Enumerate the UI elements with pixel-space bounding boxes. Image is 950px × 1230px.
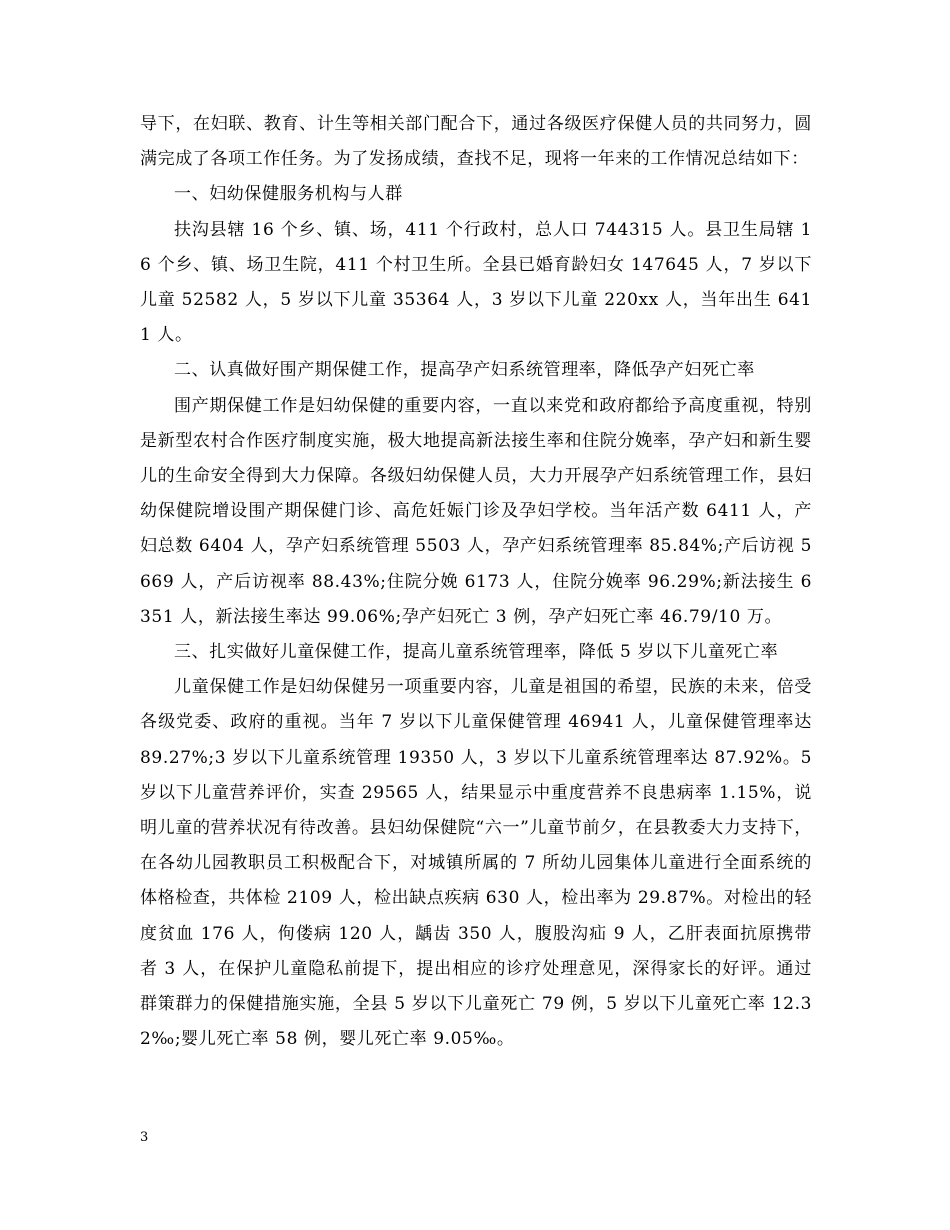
section-heading-2: 二、认真做好围产期保健工作，提高孕产妇系统管理率，降低孕产妇死亡率 bbox=[174, 360, 755, 381]
paragraph-child-care: 儿童保健工作是妇幼保健另一项重要内容，儿童是祖国的希望，民族的未来，倍受各级党委、政府的重视。当年 7 岁以下儿童保健管理 46941 人，儿童保健管理率达 89.27%;3 岁以下儿童系统管理 19350 人，3 岁以下儿童系统管理率达 87.92%。5 岁以下儿童营养评价，实查 29565 人，结果显示中重度营养不良患病率 1.15%，说明儿童的营养状况有待改善。县妇幼保健院“六一”儿童节前夕，在县教委大力支持下，在各幼儿园教职员工积极配合下，对城镇所属的 7 所幼儿园集体儿童进行全面系统的体格检查，共体检 2109 人，检出缺点疾病 630 人，检出率为 29.87%。对检出的轻度贫血 176 人，佝偻病 120 人，龋齿 350 人，腹股沟疝 9 人，乙肝表面抗原携带者 3 人，在保护儿童隐私前提下，提出相应的诊疗处理意见，深得家长的好评。通过群策群力的保健措施实施，全县 5 岁以下儿童死亡 79 例，5 岁以下儿童死亡率 12.32‰;婴儿死亡率 58 例，婴儿死亡率 9.05‰。 bbox=[140, 677, 812, 1050]
page-number: 3 bbox=[140, 1130, 149, 1145]
section-heading-1: 一、妇幼保健服务机构与人群 bbox=[174, 184, 403, 205]
paragraph-intro-continued: 导下，在妇联、教育、计生等相关部门配合下，通过各级医疗保健人员的共同努力，圆满完成了各项工作任务。为了发扬成绩，查找不足，现将一年来的工作情况总结如下： bbox=[140, 114, 812, 170]
paragraph-perinatal-care: 围产期保健工作是妇幼保健的重要内容，一直以来党和政府都给予高度重视，特别是新型农村合作医疗制度实施，极大地提高新法接生率和住院分娩率，孕产妇和新生婴儿的生命安全得到大力保障。各级妇幼保健人员，大力开展孕产妇系统管理工作，县妇幼保健院增设围产期保健门诊、高危妊娠门诊及孕妇学校。当年活产数 6411 人，产妇总数 6404 人，孕产妇系统管理 5503 人，孕产妇系统管理率 85.84%;产后访视 5669 人，产后访视率 88.43%;住院分娩 6173 人，住院分娩率 96.29%;新法接生 6351 人，新法接生率达 99.06%;孕产妇死亡 3 例，孕产妇死亡率 46.79/10 万。 bbox=[140, 395, 812, 627]
section-heading-3: 三、扎实做好儿童保健工作，提高儿童系统管理率，降低 5 岁以下儿童死亡率 bbox=[174, 642, 779, 663]
body-text bbox=[140, 107, 812, 1057]
paragraph-population: 扶沟县辖 16 个乡、镇、场，411 个行政村，总人口 744315 人。县卫生局辖 16 个乡、镇、场卫生院，411 个村卫生所。全县已婚育龄妇女 147645 人，7 岁以下儿童 52582 人，5 岁以下儿童 35364 人，3 岁以下儿童 220xx 人，当年出生 6411 人。 bbox=[140, 219, 812, 346]
